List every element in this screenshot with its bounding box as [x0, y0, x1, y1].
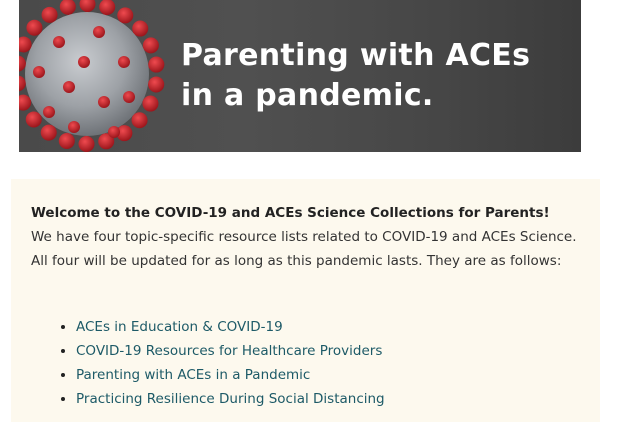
link-practicing-resilience[interactable]: Practicing Resilience During Social Distancing	[76, 391, 385, 407]
virus-surface-spike	[63, 81, 75, 93]
virus-spike	[80, 0, 96, 12]
virus-spike	[117, 7, 133, 23]
header-banner	[19, 0, 581, 152]
virus-surface-spike	[33, 66, 45, 78]
virus-spike	[132, 112, 148, 128]
list-item	[76, 387, 385, 411]
virus-spike	[19, 75, 26, 91]
virus-spike	[143, 37, 159, 53]
virus-spike	[132, 21, 148, 37]
virus-spike	[26, 111, 42, 127]
virus-surface-spike	[93, 26, 105, 38]
virus-spike	[148, 57, 164, 73]
welcome-panel	[11, 179, 600, 422]
coronavirus-illustration	[19, 0, 189, 152]
virus-spike	[19, 36, 32, 52]
virus-surface-spike	[123, 91, 135, 103]
list-item	[76, 315, 385, 339]
virus-spike	[41, 125, 57, 141]
virus-surface-spike	[98, 96, 110, 108]
virus-spike	[148, 76, 164, 92]
virus-surface-spike	[108, 126, 120, 138]
virus-surface-spike	[53, 36, 65, 48]
virus-spike	[78, 136, 94, 152]
virus-surface-spike	[78, 56, 90, 68]
virus-surface-spike	[68, 121, 80, 133]
link-parenting-with-aces[interactable]: Parenting with ACEs in a Pandemic	[76, 367, 311, 383]
link-aces-in-education[interactable]: ACEs in Education & COVID-19	[76, 319, 283, 335]
intro-paragraph: We have four topic-specific resource lists related to COVID-19 and ACEs Science. All four will be updated for as long as this pandemic lasts. They are as follows:	[31, 229, 577, 269]
link-healthcare-providers[interactable]: COVID-19 Resources for Healthcare Providers	[76, 343, 383, 359]
virus-spike	[60, 0, 76, 15]
virus-spike	[42, 7, 58, 23]
virus-spike	[19, 56, 26, 72]
virus-spike	[142, 96, 158, 112]
virus-spike	[26, 20, 42, 36]
virus-surface-spike	[118, 56, 130, 68]
banner-title: Parenting with ACEs in a pandemic.	[181, 38, 531, 113]
list-item	[76, 339, 385, 363]
intro-text	[31, 201, 591, 273]
welcome-heading: Welcome to the COVID-19 and ACEs Science Collections for Parents!	[31, 205, 550, 221]
list-item	[76, 363, 385, 387]
resource-list	[37, 315, 385, 411]
virus-spike	[59, 133, 75, 149]
virus-surface-spike	[43, 106, 55, 118]
virus-spike	[99, 0, 115, 15]
virus-spike	[19, 95, 31, 111]
